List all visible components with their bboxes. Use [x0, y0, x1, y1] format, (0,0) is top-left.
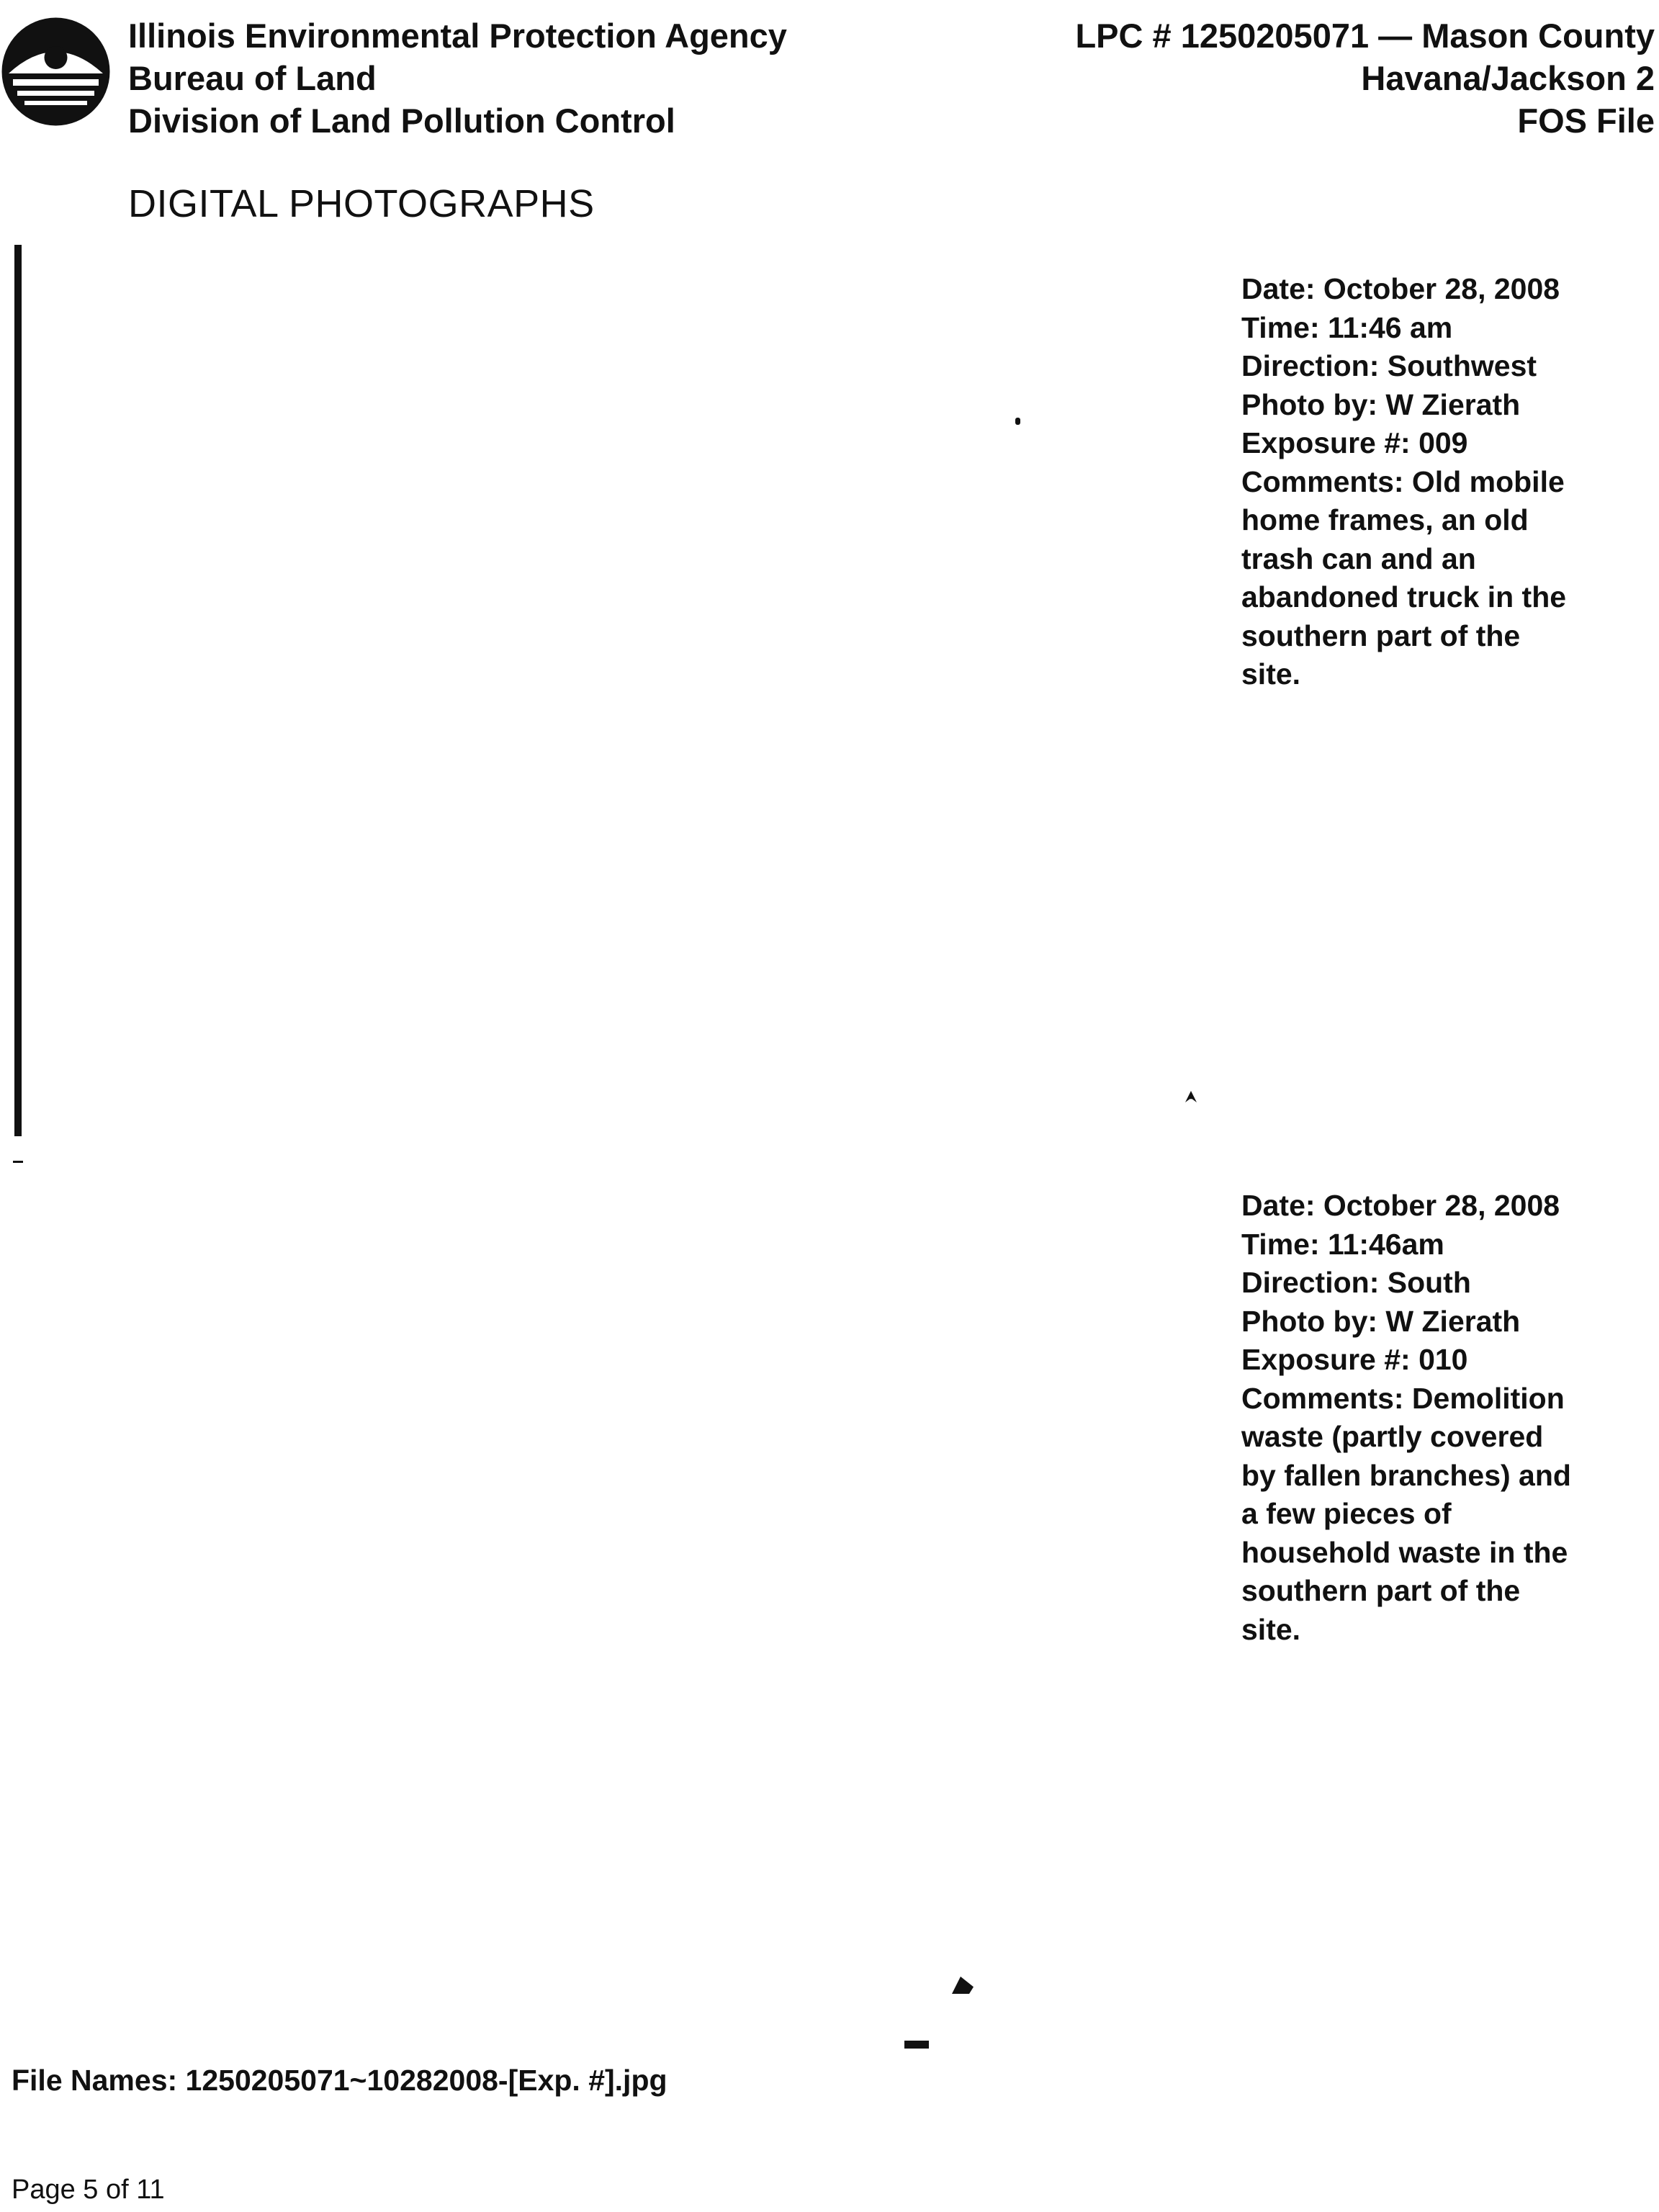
- photo-caption-010: [1241, 1187, 1645, 1649]
- caption-line: home frames, an old: [1241, 503, 1529, 536]
- site-name: Havana/Jackson 2: [1361, 59, 1655, 97]
- caption-line: Exposure #: 010: [1241, 1343, 1468, 1376]
- caption-line: by fallen branches) and: [1241, 1458, 1571, 1492]
- file-names: File Names: 1250205071~10282008-[Exp. #].jpg: [12, 2064, 667, 2097]
- caption-line: Direction: South: [1241, 1266, 1471, 1299]
- caption-line: Time: 11:46am: [1241, 1227, 1444, 1261]
- caption-line: a few pieces of: [1241, 1497, 1452, 1530]
- site-header: [1075, 14, 1655, 142]
- caption-line: Direction: Southwest: [1241, 349, 1537, 382]
- margin-tick: [13, 1161, 23, 1163]
- caption-line: Photo by: W Zierath: [1241, 1304, 1521, 1338]
- caption-line: Exposure #: 009: [1241, 426, 1468, 459]
- photo-caption-009: [1241, 270, 1645, 694]
- caption-line: Date: October 28, 2008: [1241, 1189, 1560, 1222]
- lpc-number: LPC # 1250205071 — Mason County: [1075, 17, 1655, 55]
- caption-line: Time: 11:46 am: [1241, 310, 1453, 344]
- caption-line: southern part of the: [1241, 619, 1521, 652]
- caption-line: Comments: Demolition: [1241, 1381, 1565, 1415]
- iepa-logo-icon: [0, 16, 112, 127]
- caption-line: Comments: Old mobile: [1241, 464, 1565, 498]
- agency-header: [128, 14, 787, 142]
- scan-speck: [1185, 1091, 1197, 1102]
- caption-line: Date: October 28, 2008: [1241, 272, 1560, 305]
- file-type: FOS File: [1517, 102, 1655, 140]
- caption-line: household waste in the: [1241, 1535, 1568, 1569]
- scan-speck: [1015, 418, 1020, 425]
- agency-name: Illinois Environmental Protection Agency: [128, 17, 787, 55]
- caption-line: waste (partly covered: [1241, 1420, 1544, 1453]
- caption-line: southern part of the: [1241, 1574, 1521, 1607]
- scan-speck: [952, 1977, 974, 1994]
- division-name: Division of Land Pollution Control: [128, 102, 675, 140]
- document-title: DIGITAL PHOTOGRAPHS: [128, 182, 595, 225]
- margin-bar: [14, 245, 22, 1136]
- page-number: Page 5 of 11: [12, 2175, 165, 2205]
- caption-line: abandoned truck in the: [1241, 580, 1567, 613]
- caption-line: site.: [1241, 1612, 1301, 1646]
- scan-speck: [904, 2041, 929, 2049]
- caption-line: trash can and an: [1241, 541, 1476, 575]
- bureau-name: Bureau of Land: [128, 59, 377, 97]
- caption-line: site.: [1241, 657, 1301, 691]
- caption-line: Photo by: W Zierath: [1241, 387, 1521, 421]
